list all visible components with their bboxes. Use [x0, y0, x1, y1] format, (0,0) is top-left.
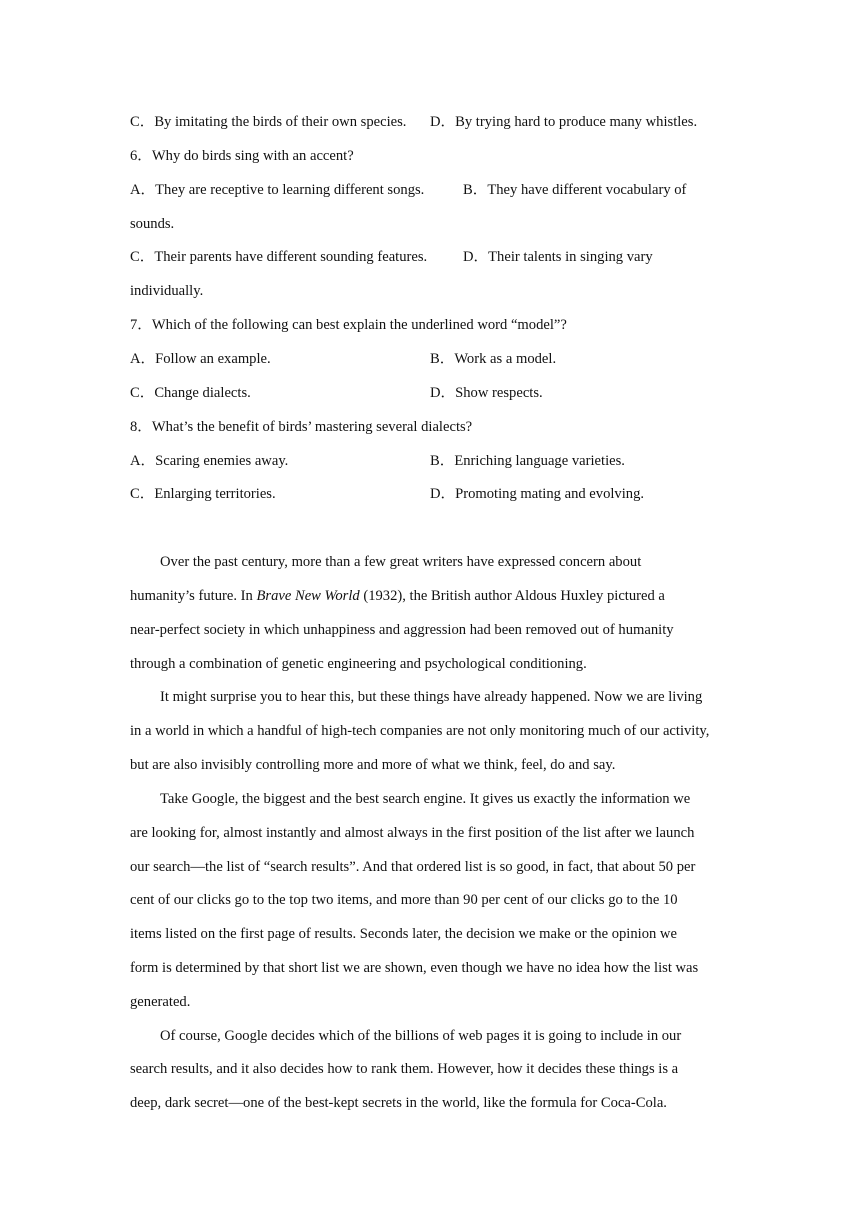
passage-p1-line: near-perfect society in which unhappiness and aggression had been removed out of humanity — [130, 622, 674, 638]
q8-stem: 8．What’s the benefit of birds’ mastering several dialects? — [130, 419, 473, 435]
passage-p3-line: our search—the list of “search results”. And that ordered list is so good, in fact, that about 50 per — [130, 859, 696, 875]
passage-p1-line: through a combination of genetic engineering and psychological conditioning. — [130, 656, 587, 672]
passage-p3-line: items listed on the first page of results. Seconds later, the decision we make or the opinion we — [130, 926, 677, 942]
q6-stem: 6．Why do birds sing with an accent? — [130, 148, 354, 164]
passage-p1-line: Over the past century, more than a few great writers have expressed concern about — [160, 554, 642, 570]
q8-option-b: B．Enriching language varieties. — [430, 453, 625, 469]
q8-option-d: D．Promoting mating and evolving. — [430, 486, 645, 502]
q6-option-b-cont: sounds. — [130, 216, 175, 232]
q7-stem: 7．Which of the following can best explain the underlined word “model”? — [130, 317, 567, 333]
passage-p3-line: form is determined by that short list we are shown, even though we have no idea how the list was — [130, 960, 699, 976]
passage-p3-line: generated. — [130, 994, 191, 1010]
q7-option-a: A．Follow an example. — [130, 351, 271, 367]
q7-option-d: D．Show respects. — [430, 385, 543, 401]
q8-option-a: A．Scaring enemies away. — [130, 453, 289, 469]
passage-p4-line: search results, and it also decides how to rank them. However, how it decides these things is a — [130, 1061, 679, 1077]
q5-option-d: D．By trying hard to produce many whistles. — [430, 114, 698, 130]
q6-option-c: C．Their parents have different sounding features. — [130, 249, 428, 265]
passage-p2-line: in a world in which a handful of high-tech companies are not only monitoring much of our activity, — [130, 723, 710, 739]
passage-p3-line: are looking for, almost instantly and almost always in the first position of the list after we launch — [130, 825, 695, 841]
passage-p2-line: but are also invisibly controlling more and more of what we think, feel, do and say. — [130, 757, 616, 773]
passage-p4-line: Of course, Google decides which of the billions of web pages it is going to include in our — [160, 1028, 682, 1044]
book-title: Brave New World — [256, 588, 360, 604]
q6-option-d-cont: individually. — [130, 283, 204, 299]
passage-p3-line: Take Google, the biggest and the best search engine. It gives us exactly the information we — [160, 791, 691, 807]
passage-p3-line: cent of our clicks go to the top two items, and more than 90 per cent of our clicks go to the 10 — [130, 892, 678, 908]
q8-option-c: C．Enlarging territories. — [130, 486, 276, 502]
q7-option-c: C．Change dialects. — [130, 385, 251, 401]
q6-option-d: D．Their talents in singing vary — [463, 249, 653, 265]
passage-p2-line: It might surprise you to hear this, but these things have already happened. Now we are living — [160, 689, 703, 705]
q6-option-b: B．They have different vocabulary of — [463, 182, 687, 198]
q6-option-a: A．They are receptive to learning different songs. — [130, 182, 425, 198]
passage-p1-line: humanity’s future. In Brave New World (1932), the British author Aldous Huxley pictured a — [130, 588, 665, 604]
q7-option-b: B．Work as a model. — [430, 351, 557, 367]
q5-option-c: C．By imitating the birds of their own species. — [130, 114, 407, 130]
passage-p4-line: deep, dark secret—one of the best-kept secrets in the world, like the formula for Coca-Cola. — [130, 1095, 667, 1111]
